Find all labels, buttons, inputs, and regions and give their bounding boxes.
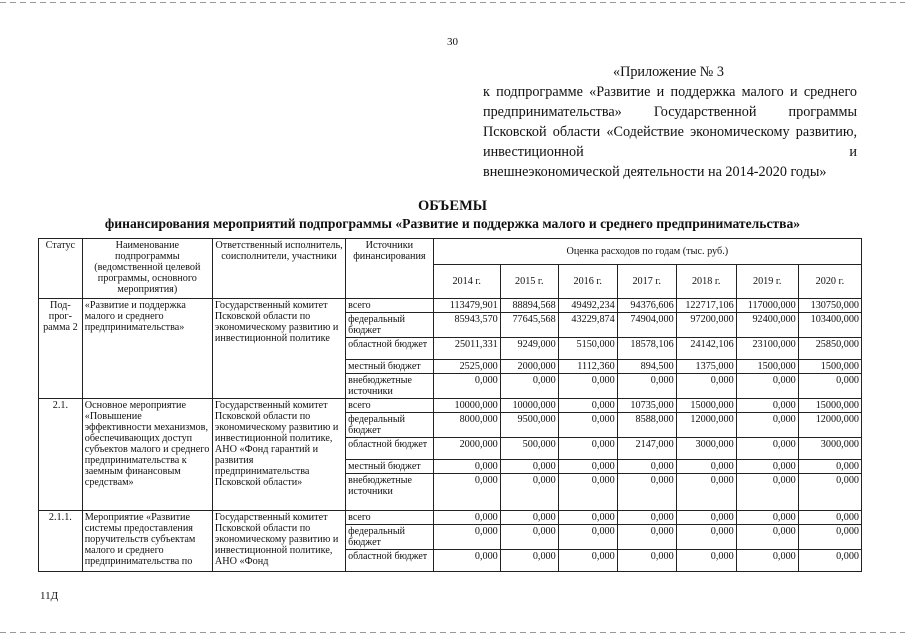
source-cell: местный бюджет — [346, 460, 433, 474]
value-cell: 10000,000 — [433, 399, 500, 413]
header-estimate: Оценка расходов по годам (тыс. руб.) — [433, 239, 861, 265]
source-cell: внебюджетные источники — [346, 374, 433, 399]
value-cell: 2000,000 — [433, 438, 500, 460]
table-row — [39, 399, 862, 413]
value-cell: 0,000 — [736, 474, 798, 511]
table-body — [39, 299, 862, 572]
value-cell: 0,000 — [736, 550, 798, 572]
value-cell: 0,000 — [558, 550, 617, 572]
value-cell: 94376,606 — [617, 299, 676, 313]
value-cell: 8588,000 — [617, 413, 676, 438]
value-cell: 0,000 — [736, 460, 798, 474]
value-cell: 0,000 — [433, 374, 500, 399]
page-number: 30 — [447, 36, 458, 48]
footer-code: 11Д — [40, 590, 59, 602]
value-cell: 0,000 — [736, 525, 798, 550]
responsible-cell: Государственный комитет Псковской области по экономическому развитию и инвестиционной политике — [212, 299, 345, 399]
value-cell: 97200,000 — [676, 313, 736, 338]
source-cell: областной бюджет — [346, 550, 433, 572]
value-cell: 894,500 — [617, 360, 676, 374]
value-cell: 500,000 — [500, 438, 558, 460]
value-cell: 10735,000 — [617, 399, 676, 413]
value-cell: 0,000 — [736, 399, 798, 413]
table-row — [39, 511, 862, 525]
value-cell: 12000,000 — [798, 413, 861, 438]
value-cell: 0,000 — [617, 550, 676, 572]
value-cell: 23100,000 — [736, 338, 798, 360]
header-status: Статус — [39, 239, 83, 299]
name-cell: Мероприятие «Развитие системы предоставления поручительств субъектам малого и среднего предпринимательства по — [82, 511, 212, 572]
value-cell: 88894,568 — [500, 299, 558, 313]
heading-subtitle: финансирования мероприятий подпрограммы «Развитие и поддержка малого и среднего предпринимательства» — [104, 216, 801, 231]
value-cell: 85943,570 — [433, 313, 500, 338]
value-cell: 113479,901 — [433, 299, 500, 313]
header-year: 2020 г. — [798, 265, 861, 299]
value-cell: 1500,000 — [798, 360, 861, 374]
funding-table — [38, 238, 862, 572]
value-cell: 0,000 — [558, 460, 617, 474]
appendix-title: «Приложение № 3 — [613, 64, 724, 80]
value-cell: 15000,000 — [676, 399, 736, 413]
responsible-cell: Государственный комитет Псковской области по экономическому развитию и инвестиционной политике, АНО «Фонд — [212, 511, 345, 572]
value-cell: 0,000 — [676, 460, 736, 474]
status-cell: Под- прог- рамма 2 — [39, 299, 83, 399]
value-cell: 0,000 — [558, 511, 617, 525]
document-heading — [0, 197, 905, 233]
value-cell: 0,000 — [500, 525, 558, 550]
name-cell: «Развитие и поддержка малого и среднего предпринимательства» — [82, 299, 212, 399]
source-cell: местный бюджет — [346, 360, 433, 374]
header-sources: Источники финансирования — [346, 239, 433, 299]
value-cell: 8000,000 — [433, 413, 500, 438]
value-cell: 0,000 — [500, 511, 558, 525]
source-cell: федеральный бюджет — [346, 313, 433, 338]
value-cell: 0,000 — [736, 511, 798, 525]
value-cell: 0,000 — [558, 399, 617, 413]
value-cell: 0,000 — [617, 460, 676, 474]
value-cell: 0,000 — [433, 550, 500, 572]
value-cell: 0,000 — [736, 374, 798, 399]
source-cell: федеральный бюджет — [346, 525, 433, 550]
value-cell: 0,000 — [558, 374, 617, 399]
responsible-cell: Государственный комитет Псковской области по экономическому развитию и инвестиционной политике, АНО «Фонд гарантий и развития предпринимательства Псковской области» — [212, 399, 345, 511]
value-cell: 24142,106 — [676, 338, 736, 360]
value-cell: 0,000 — [617, 525, 676, 550]
value-cell: 0,000 — [798, 460, 861, 474]
header-name: Наименование подпрограммы (ведомственной целевой программы, основного мероприятия) — [82, 239, 212, 299]
value-cell: 0,000 — [736, 438, 798, 460]
appendix-last-line: внешнеэкономической деятельности на 2014-2020 годы» — [483, 164, 827, 180]
value-cell: 49492,234 — [558, 299, 617, 313]
source-cell: всего — [346, 511, 433, 525]
value-cell: 43229,874 — [558, 313, 617, 338]
value-cell: 0,000 — [798, 525, 861, 550]
value-cell: 0,000 — [500, 460, 558, 474]
value-cell: 0,000 — [798, 374, 861, 399]
value-cell: 2000,000 — [500, 360, 558, 374]
value-cell: 0,000 — [617, 511, 676, 525]
value-cell: 0,000 — [558, 525, 617, 550]
source-cell: федеральный бюджет — [346, 413, 433, 438]
value-cell: 15000,000 — [798, 399, 861, 413]
value-cell: 1375,000 — [676, 360, 736, 374]
header-year: 2017 г. — [617, 265, 676, 299]
value-cell: 0,000 — [617, 374, 676, 399]
value-cell: 103400,000 — [798, 313, 861, 338]
value-cell: 77645,568 — [500, 313, 558, 338]
value-cell: 0,000 — [736, 413, 798, 438]
value-cell: 12000,000 — [676, 413, 736, 438]
value-cell: 74904,000 — [617, 313, 676, 338]
source-cell: всего — [346, 399, 433, 413]
value-cell: 92400,000 — [736, 313, 798, 338]
status-cell: 2.1. — [39, 399, 83, 511]
source-cell: областной бюджет — [346, 338, 433, 360]
value-cell: 122717,106 — [676, 299, 736, 313]
value-cell: 0,000 — [798, 474, 861, 511]
value-cell: 9249,000 — [500, 338, 558, 360]
table-row — [39, 299, 862, 313]
header-year: 2015 г. — [500, 265, 558, 299]
value-cell: 2525,000 — [433, 360, 500, 374]
header-year: 2014 г. — [433, 265, 500, 299]
value-cell: 3000,000 — [676, 438, 736, 460]
value-cell: 0,000 — [433, 460, 500, 474]
value-cell: 0,000 — [676, 550, 736, 572]
value-cell: 25850,000 — [798, 338, 861, 360]
status-cell: 2.1.1. — [39, 511, 83, 572]
source-cell: областной бюджет — [346, 438, 433, 460]
top-scan-edge — [0, 2, 905, 3]
value-cell: 2147,000 — [617, 438, 676, 460]
value-cell: 0,000 — [558, 413, 617, 438]
value-cell: 3000,000 — [798, 438, 861, 460]
header-year: 2016 г. — [558, 265, 617, 299]
value-cell: 5150,000 — [558, 338, 617, 360]
value-cell: 1500,000 — [736, 360, 798, 374]
value-cell: 0,000 — [558, 438, 617, 460]
value-cell: 0,000 — [500, 374, 558, 399]
value-cell: 0,000 — [676, 374, 736, 399]
value-cell: 9500,000 — [500, 413, 558, 438]
value-cell: 10000,000 — [500, 399, 558, 413]
value-cell: 0,000 — [500, 474, 558, 511]
value-cell: 0,000 — [433, 511, 500, 525]
value-cell: 0,000 — [676, 474, 736, 511]
value-cell: 0,000 — [676, 511, 736, 525]
header-year: 2018 г. — [676, 265, 736, 299]
value-cell: 1112,360 — [558, 360, 617, 374]
value-cell: 117000,000 — [736, 299, 798, 313]
bottom-scan-edge — [0, 632, 905, 633]
value-cell: 25011,331 — [433, 338, 500, 360]
heading-title: ОБЪЕМЫ — [417, 198, 487, 214]
appendix-body: к подпрограмме «Развитие и поддержка малого и среднего предпринимательства» Государственной программы Псковской области «Содействие экономическому развитию, инвестиционной и — [483, 84, 857, 160]
header-responsible: Ответственный исполнитель, соисполнители, участники — [212, 239, 345, 299]
header-year: 2019 г. — [736, 265, 798, 299]
value-cell: 0,000 — [433, 474, 500, 511]
value-cell: 0,000 — [676, 525, 736, 550]
source-cell: внебюджетные источники — [346, 474, 433, 511]
table-header — [39, 239, 862, 299]
value-cell: 0,000 — [433, 525, 500, 550]
source-cell: всего — [346, 299, 433, 313]
value-cell: 0,000 — [558, 474, 617, 511]
value-cell: 0,000 — [798, 550, 861, 572]
appendix-block — [483, 62, 857, 182]
value-cell: 18578,106 — [617, 338, 676, 360]
value-cell: 0,000 — [617, 474, 676, 511]
name-cell: Основное мероприятие «Повышение эффективности механизмов, обеспечивающих доступ субъектов малого и среднего предпринимательства к заемным финансовым средствам» — [82, 399, 212, 511]
value-cell: 0,000 — [500, 550, 558, 572]
value-cell: 0,000 — [798, 511, 861, 525]
value-cell: 130750,000 — [798, 299, 861, 313]
